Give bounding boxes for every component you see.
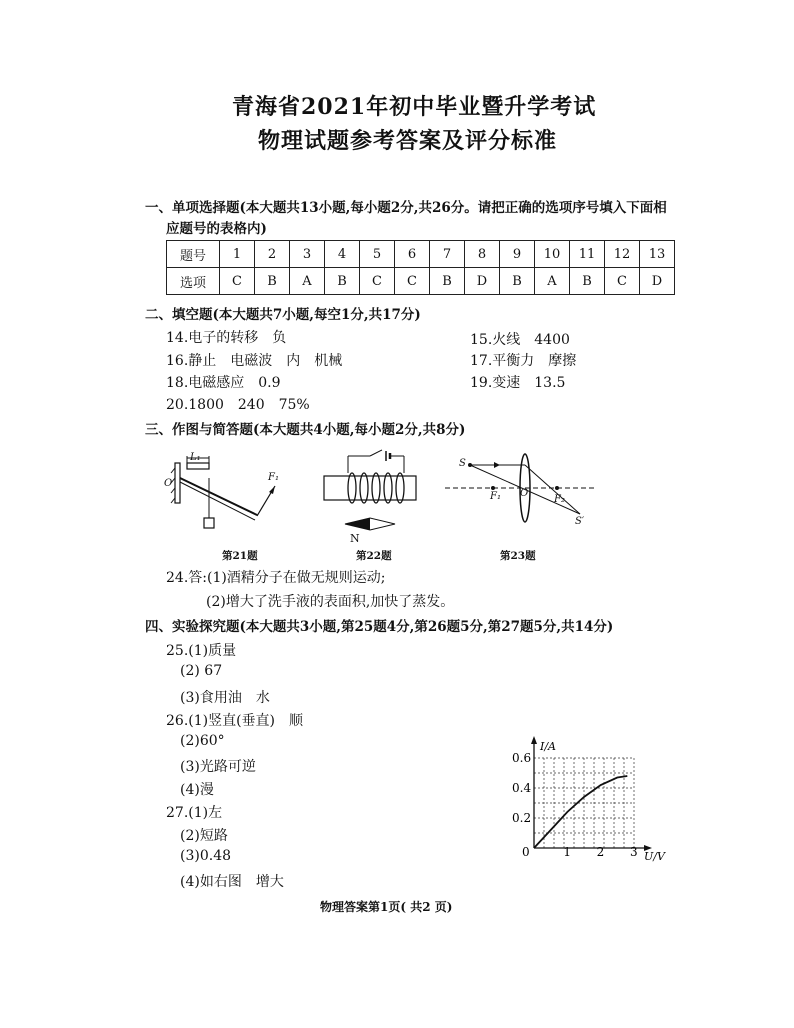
table-row-numbers [167, 241, 675, 268]
fig23-caption: 第23题 [500, 550, 536, 562]
table-cell: 7 [430, 241, 465, 268]
fig22-caption: 第22题 [356, 550, 392, 562]
answer-q20: 20.1800 240 75% [166, 397, 310, 413]
table-cell: 2 [255, 241, 290, 268]
table-cell: 10 [535, 241, 570, 268]
answer-q19: 19.变速 13.5 [470, 375, 566, 391]
answer-q26-2: (2)60° [180, 733, 225, 749]
section1-heading: 一、单项选择题(本大题共13小题,每小题2分,共26分。请把正确的选项序号填入下面相 [145, 200, 667, 216]
answer-q26-1: 26.(1)竖直(垂直) 顺 [166, 713, 304, 729]
fig23-label-s: S [459, 458, 466, 469]
table-cell: A [535, 268, 570, 295]
iu-chart [500, 730, 680, 870]
answer-q27-3: (3)0.48 [180, 848, 232, 864]
y-axis-label: I/A [540, 740, 556, 753]
table-cell: 9 [500, 241, 535, 268]
table-cell: C [605, 268, 640, 295]
x-tick-label: 0 [522, 845, 530, 859]
fig21-label-l: L₁ [190, 452, 201, 463]
figure-22-solenoid [320, 448, 420, 543]
answer-q25-3: (3)食用油 水 [180, 690, 270, 706]
section2-heading: 二、填空题(本大题共7小题,每空1分,共17分) [145, 307, 421, 323]
page-footer: 物理答案第1页( 共2 页) [320, 900, 453, 914]
x-tick-label: 3 [630, 845, 638, 859]
fig21-caption: 第21题 [222, 550, 258, 562]
table-cell: B [570, 268, 605, 295]
table-cell: 13 [640, 241, 675, 268]
table-cell: 4 [325, 241, 360, 268]
answer-table [166, 240, 675, 295]
x-tick-label: 2 [596, 845, 605, 859]
y-tick-label: 0.4 [512, 781, 532, 795]
section3-heading: 三、作图与简答题(本大题共4小题,每小题2分,共8分) [145, 422, 466, 438]
table-cell: C [395, 268, 430, 295]
table-cell: 11 [570, 241, 605, 268]
answer-q16: 16.静止 电磁波 内 机械 [166, 353, 343, 369]
series-line-iu [534, 776, 627, 848]
table-header-cell: 选项 [167, 268, 220, 295]
table-cell: D [640, 268, 675, 295]
answer-q18: 18.电磁感应 0.9 [166, 375, 281, 391]
answer-q27-1: 27.(1)左 [166, 805, 223, 821]
answer-q14: 14.电子的转移 负 [166, 330, 287, 346]
y-tick-label: 0.6 [512, 751, 532, 765]
table-row-answers [167, 268, 675, 295]
figure-21-lever [165, 448, 295, 538]
table-cell: A [290, 268, 325, 295]
title-line-2: 物理试题参考答案及评分标准 [258, 128, 558, 154]
table-cell: C [360, 268, 395, 295]
table-cell: 5 [360, 241, 395, 268]
fig21-label-o: O [164, 478, 173, 489]
answer-q15: 15.火线 4400 [470, 332, 570, 348]
y-axis-arrow [531, 736, 537, 744]
answer-q26-4: (4)漫 [180, 782, 214, 798]
fig21-label-f: F₁ [268, 472, 279, 483]
table-cell: 3 [290, 241, 325, 268]
fig22-label-n: N [350, 532, 360, 545]
title-line-1: 青海省2021年初中毕业暨升学考试 [232, 94, 597, 120]
x-axis-label: U/V [644, 850, 665, 863]
answer-q25-2: (2) 67 [180, 663, 223, 679]
table-cell: D [465, 268, 500, 295]
fig23-label-f2: F₂ [554, 494, 565, 505]
table-cell: 6 [395, 241, 430, 268]
answer-q24-line2: (2)增大了洗手液的表面积,加快了蒸发。 [206, 594, 455, 610]
answer-q27-4: (4)如右图 增大 [180, 874, 284, 890]
fig23-label-o: O [520, 488, 529, 499]
table-cell: C [220, 268, 255, 295]
section4-heading: 四、实验探究题(本大题共3小题,第25题4分,第26题5分,第27题5分,共14分) [145, 619, 614, 635]
table-cell: 12 [605, 241, 640, 268]
section1-heading-cont: 应题号的表格内) [166, 221, 267, 237]
table-cell: 1 [220, 241, 255, 268]
table-cell: B [255, 268, 290, 295]
answer-q24-line1: 24.答:(1)酒精分子在做无规则运动; [166, 570, 386, 586]
table-header-cell: 题号 [167, 241, 220, 268]
chart-grid [534, 758, 634, 848]
x-tick-label: 1 [563, 845, 571, 859]
table-cell: B [430, 268, 465, 295]
fig23-label-f1: F₁ [490, 491, 501, 502]
answer-q27-2: (2)短路 [180, 828, 228, 844]
fig23-label-s2: S′ [575, 516, 585, 527]
answer-q25-1: 25.(1)质量 [166, 643, 237, 659]
table-cell: 8 [465, 241, 500, 268]
answer-q17: 17.平衡力 摩擦 [470, 353, 577, 369]
y-tick-label: 0.2 [512, 811, 532, 825]
table-cell: B [500, 268, 535, 295]
table-cell: B [325, 268, 360, 295]
answer-q26-3: (3)光路可逆 [180, 759, 256, 775]
